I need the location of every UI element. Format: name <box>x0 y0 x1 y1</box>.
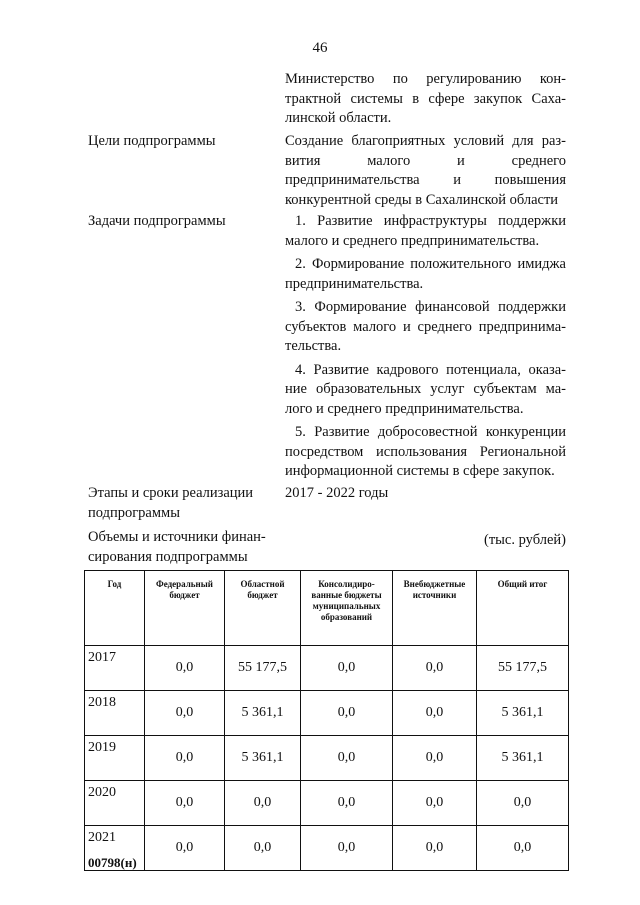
cell-year: 2018 <box>85 691 145 736</box>
table-row <box>85 736 569 781</box>
cell-municipal: 0,0 <box>301 736 393 781</box>
cell-extrabudgetary: 0,0 <box>393 736 477 781</box>
cell-extrabudgetary: 0,0 <box>393 781 477 826</box>
cell-extrabudgetary: 0,0 <box>393 691 477 736</box>
header-total: Общий итог <box>477 571 569 646</box>
tasks-label: Задачи подпрограммы <box>88 213 226 229</box>
cell-regional: 0,0 <box>225 781 301 826</box>
task-item: 3. Формирование финансовой поддержки субъектов малого и среднего предпринима-тельства. <box>285 299 566 354</box>
cell-federal: 0,0 <box>145 691 225 736</box>
table-row <box>85 826 569 871</box>
cell-total: 55 177,5 <box>477 646 569 691</box>
cell-total: 0,0 <box>477 781 569 826</box>
table-header-row <box>85 571 569 646</box>
header-extrabudgetary: Внебюджетные источники <box>393 571 477 646</box>
cell-year: 2019 <box>85 736 145 781</box>
responsible-executor-text: Министерство по регулированию кон-трактной системы в сфере закупок Саха-линской области. <box>285 71 566 126</box>
cell-year: 2021 <box>85 826 145 871</box>
cell-year: 2017 <box>85 646 145 691</box>
cell-total: 5 361,1 <box>477 736 569 781</box>
goals-text: Создание благоприятных условий для раз-вития малого и среднего предпринимательства и повышения конкурентной среды в Сахалинской области <box>285 133 566 208</box>
cell-municipal: 0,0 <box>301 691 393 736</box>
task-item: 4. Развитие кадрового потенциала, оказа-ние образовательных услуг субъектам ма-лого и среднего предпринимательства. <box>285 361 566 417</box>
cell-municipal: 0,0 <box>301 781 393 826</box>
cell-regional: 0,0 <box>225 826 301 871</box>
cell-year: 2020 <box>85 781 145 826</box>
cell-total: 5 361,1 <box>477 691 569 736</box>
task-item: 2. Формирование положительного имиджа предпринимательства. <box>285 256 566 292</box>
cell-municipal: 0,0 <box>301 826 393 871</box>
page-number: 46 <box>312 40 328 56</box>
stages-value: 2017 - 2022 годы <box>285 485 389 501</box>
cell-total: 0,0 <box>477 826 569 871</box>
cell-federal: 0,0 <box>145 646 225 691</box>
document-code: 00798(н) <box>88 855 137 870</box>
tasks-list <box>285 212 566 486</box>
cell-federal: 0,0 <box>145 826 225 871</box>
cell-federal: 0,0 <box>145 736 225 781</box>
header-federal: Федеральный бюджет <box>145 571 225 646</box>
cell-municipal: 0,0 <box>301 646 393 691</box>
cell-extrabudgetary: 0,0 <box>393 646 477 691</box>
financing-table <box>84 570 569 871</box>
header-municipal: Консолидиро-ванные бюджеты муниципальных образований <box>301 571 393 646</box>
cell-regional: 5 361,1 <box>225 691 301 736</box>
table-row <box>85 781 569 826</box>
financing-label: Объемы и источники финан-сирования подпрограммы <box>88 529 266 565</box>
header-regional: Областной бюджет <box>225 571 301 646</box>
task-item: 5. Развитие добросовестной конкуренции посредством использования Региональной информационной системы в сфере закупок. <box>285 424 566 479</box>
table-row <box>85 691 569 736</box>
header-year: Год <box>85 571 145 646</box>
stages-label: Этапы и сроки реализации подпрограммы <box>88 485 254 521</box>
financing-units: (тыс. рублей) <box>484 532 566 548</box>
cell-extrabudgetary: 0,0 <box>393 826 477 871</box>
table-row <box>85 646 569 691</box>
task-item: 1. Развитие инфраструктуры поддержки малого и среднего предпринимательства. <box>285 213 566 249</box>
goals-label: Цели подпрограммы <box>88 133 216 149</box>
cell-regional: 5 361,1 <box>225 736 301 781</box>
cell-federal: 0,0 <box>145 781 225 826</box>
cell-regional: 55 177,5 <box>225 646 301 691</box>
